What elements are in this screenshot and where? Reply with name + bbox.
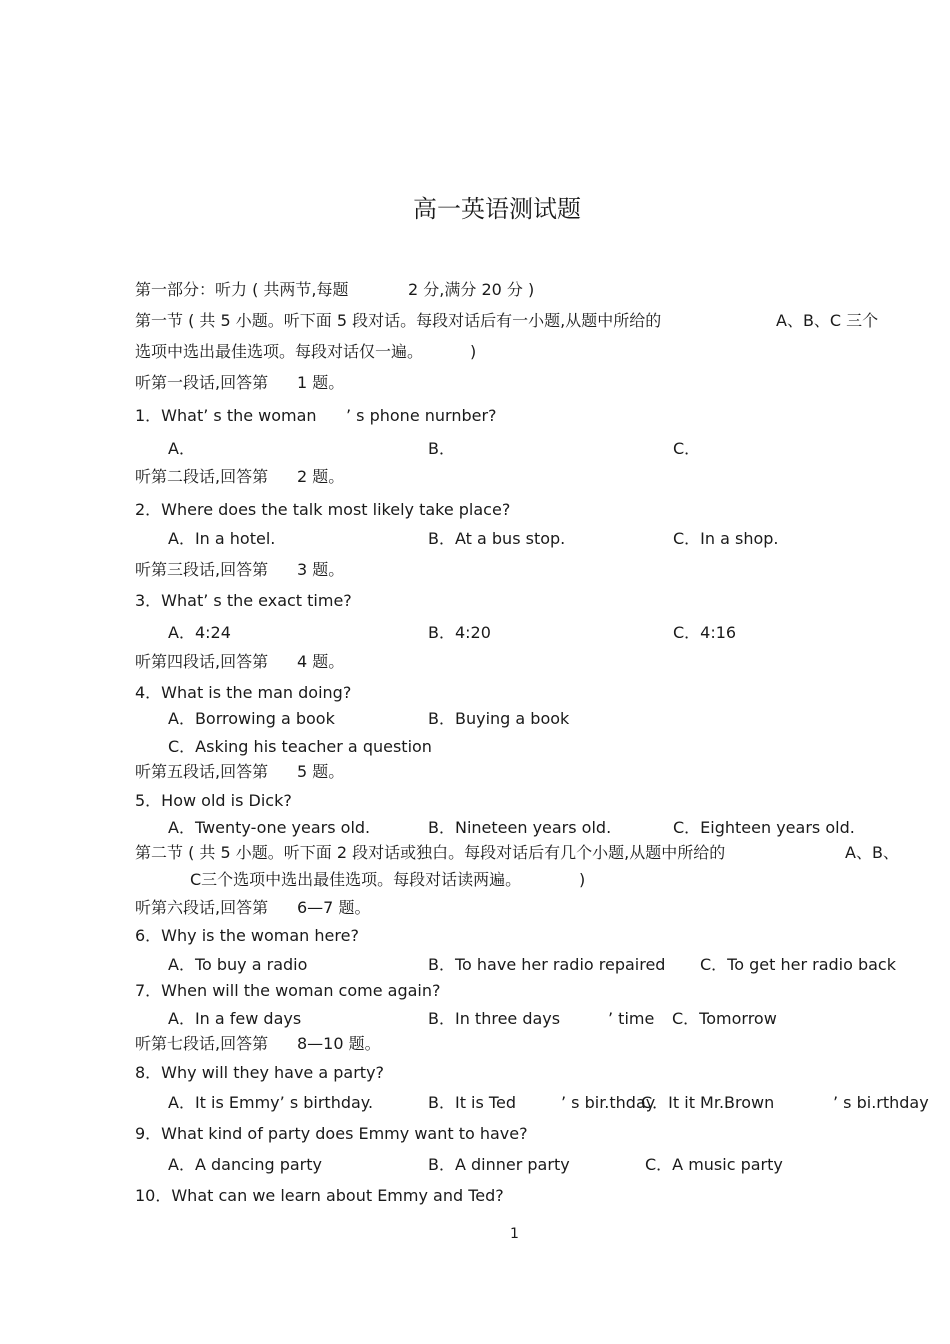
text-line: B．Buying a book — [428, 709, 570, 728]
text-line: ) — [579, 870, 586, 889]
text-line: 听第五段话,回答第 — [135, 762, 269, 781]
text-line: 9．What kind of party does Emmy want to have? — [135, 1124, 528, 1143]
text-line: 6．Why is the woman here? — [135, 926, 359, 945]
text-line: A、B、C 三个 — [776, 311, 879, 330]
text-line: 听第二段话,回答第 — [135, 467, 269, 486]
text-line: 8．Why will they have a party? — [135, 1063, 385, 1082]
text-line: A． — [168, 439, 195, 458]
text-line: 2 题。 — [297, 467, 345, 486]
text-line: 4 题。 — [297, 652, 345, 671]
text-line: C．4:16 — [673, 623, 737, 642]
text-line: C．A music party — [645, 1155, 783, 1174]
text-line: 第一节 ( 共 5 小题。听下面 5 段对话。每段对话后有一小题,从题中所给的 — [135, 311, 662, 330]
text-line: ’ s phone nurnber? — [346, 406, 497, 425]
text-line: 10．What can we learn about Emmy and Ted? — [135, 1186, 504, 1205]
text-line: B．In three days — [428, 1009, 561, 1028]
text-line: A．A dancing party — [168, 1155, 322, 1174]
text-line: 6—7 题。 — [297, 898, 371, 917]
text-line: C． — [673, 439, 701, 458]
text-line: B．To have her radio repaired — [428, 955, 666, 974]
page-number: 1 — [510, 1226, 519, 1242]
text-line: ’ s bi.rthday — [833, 1093, 929, 1112]
text-line: 3．What’ s the exact time? — [135, 591, 352, 610]
text-line: 7．When will the woman come again? — [135, 981, 441, 1000]
text-line: 第一部分：听力 ( 共两节,每题 — [135, 280, 349, 299]
text-line: B． — [428, 439, 455, 458]
text-line: C．Asking his teacher a question — [168, 737, 432, 756]
text-line: 听第一段话,回答第 — [135, 373, 269, 392]
text-line: A．In a few days — [168, 1009, 302, 1028]
text-line: A．Twenty-one years old. — [168, 818, 371, 837]
text-line: 5．How old is Dick? — [135, 791, 292, 810]
text-line: 8—10 题。 — [297, 1034, 381, 1053]
text-line: 1 题。 — [297, 373, 345, 392]
text-line: C．Tomorrow — [672, 1009, 777, 1028]
text-line: B．4:20 — [428, 623, 491, 642]
text-line: C三个选项中选出最佳选项。每段对话读两遍。 — [190, 870, 522, 889]
text-line: A．4:24 — [168, 623, 231, 642]
text-line: B．It is Ted — [428, 1093, 516, 1112]
text-line: 第二节 ( 共 5 小题。听下面 2 段对话或独白。每段对话后有几个小题,从题中所给的 — [135, 843, 726, 862]
text-line: ) — [470, 342, 477, 361]
text-line: A．To buy a radio — [168, 955, 308, 974]
text-line: B．A dinner party — [428, 1155, 570, 1174]
text-line: 5 题。 — [297, 762, 345, 781]
text-line: B．At a bus stop. — [428, 529, 566, 548]
text-line: 3 题。 — [297, 560, 345, 579]
text-line: 4．What is the man doing? — [135, 683, 352, 702]
text-line: 2．Where does the talk most likely take place? — [135, 500, 511, 519]
text-line: 2 分,满分 20 分 ) — [408, 280, 535, 299]
text-line: C．Eighteen years old. — [673, 818, 855, 837]
text-line: A．It is Emmy’ s birthday. — [168, 1093, 374, 1112]
text-line: ’ s bir.thday — [561, 1093, 656, 1112]
text-line: C．In a shop. — [673, 529, 779, 548]
text-line: 听第七段话,回答第 — [135, 1034, 269, 1053]
text-line: B．Nineteen years old. — [428, 818, 612, 837]
text-line: A、B、 — [845, 843, 899, 862]
text-line: A．Borrowing a book — [168, 709, 335, 728]
page-title: 高一英语测试题 — [413, 195, 581, 223]
text-line: ’ time — [608, 1009, 655, 1028]
text-line: 听第四段话,回答第 — [135, 652, 269, 671]
text-line: 听第六段话,回答第 — [135, 898, 269, 917]
text-line: C．It it Mr.Brown — [641, 1093, 775, 1112]
text-line: 1．What’ s the woman — [135, 406, 317, 425]
text-line: 选项中选出最佳选项。每段对话仅一遍。 — [135, 342, 424, 361]
text-line: A．In a hotel. — [168, 529, 276, 548]
text-line: 听第三段话,回答第 — [135, 560, 269, 579]
text-line: C．To get her radio back — [700, 955, 896, 974]
